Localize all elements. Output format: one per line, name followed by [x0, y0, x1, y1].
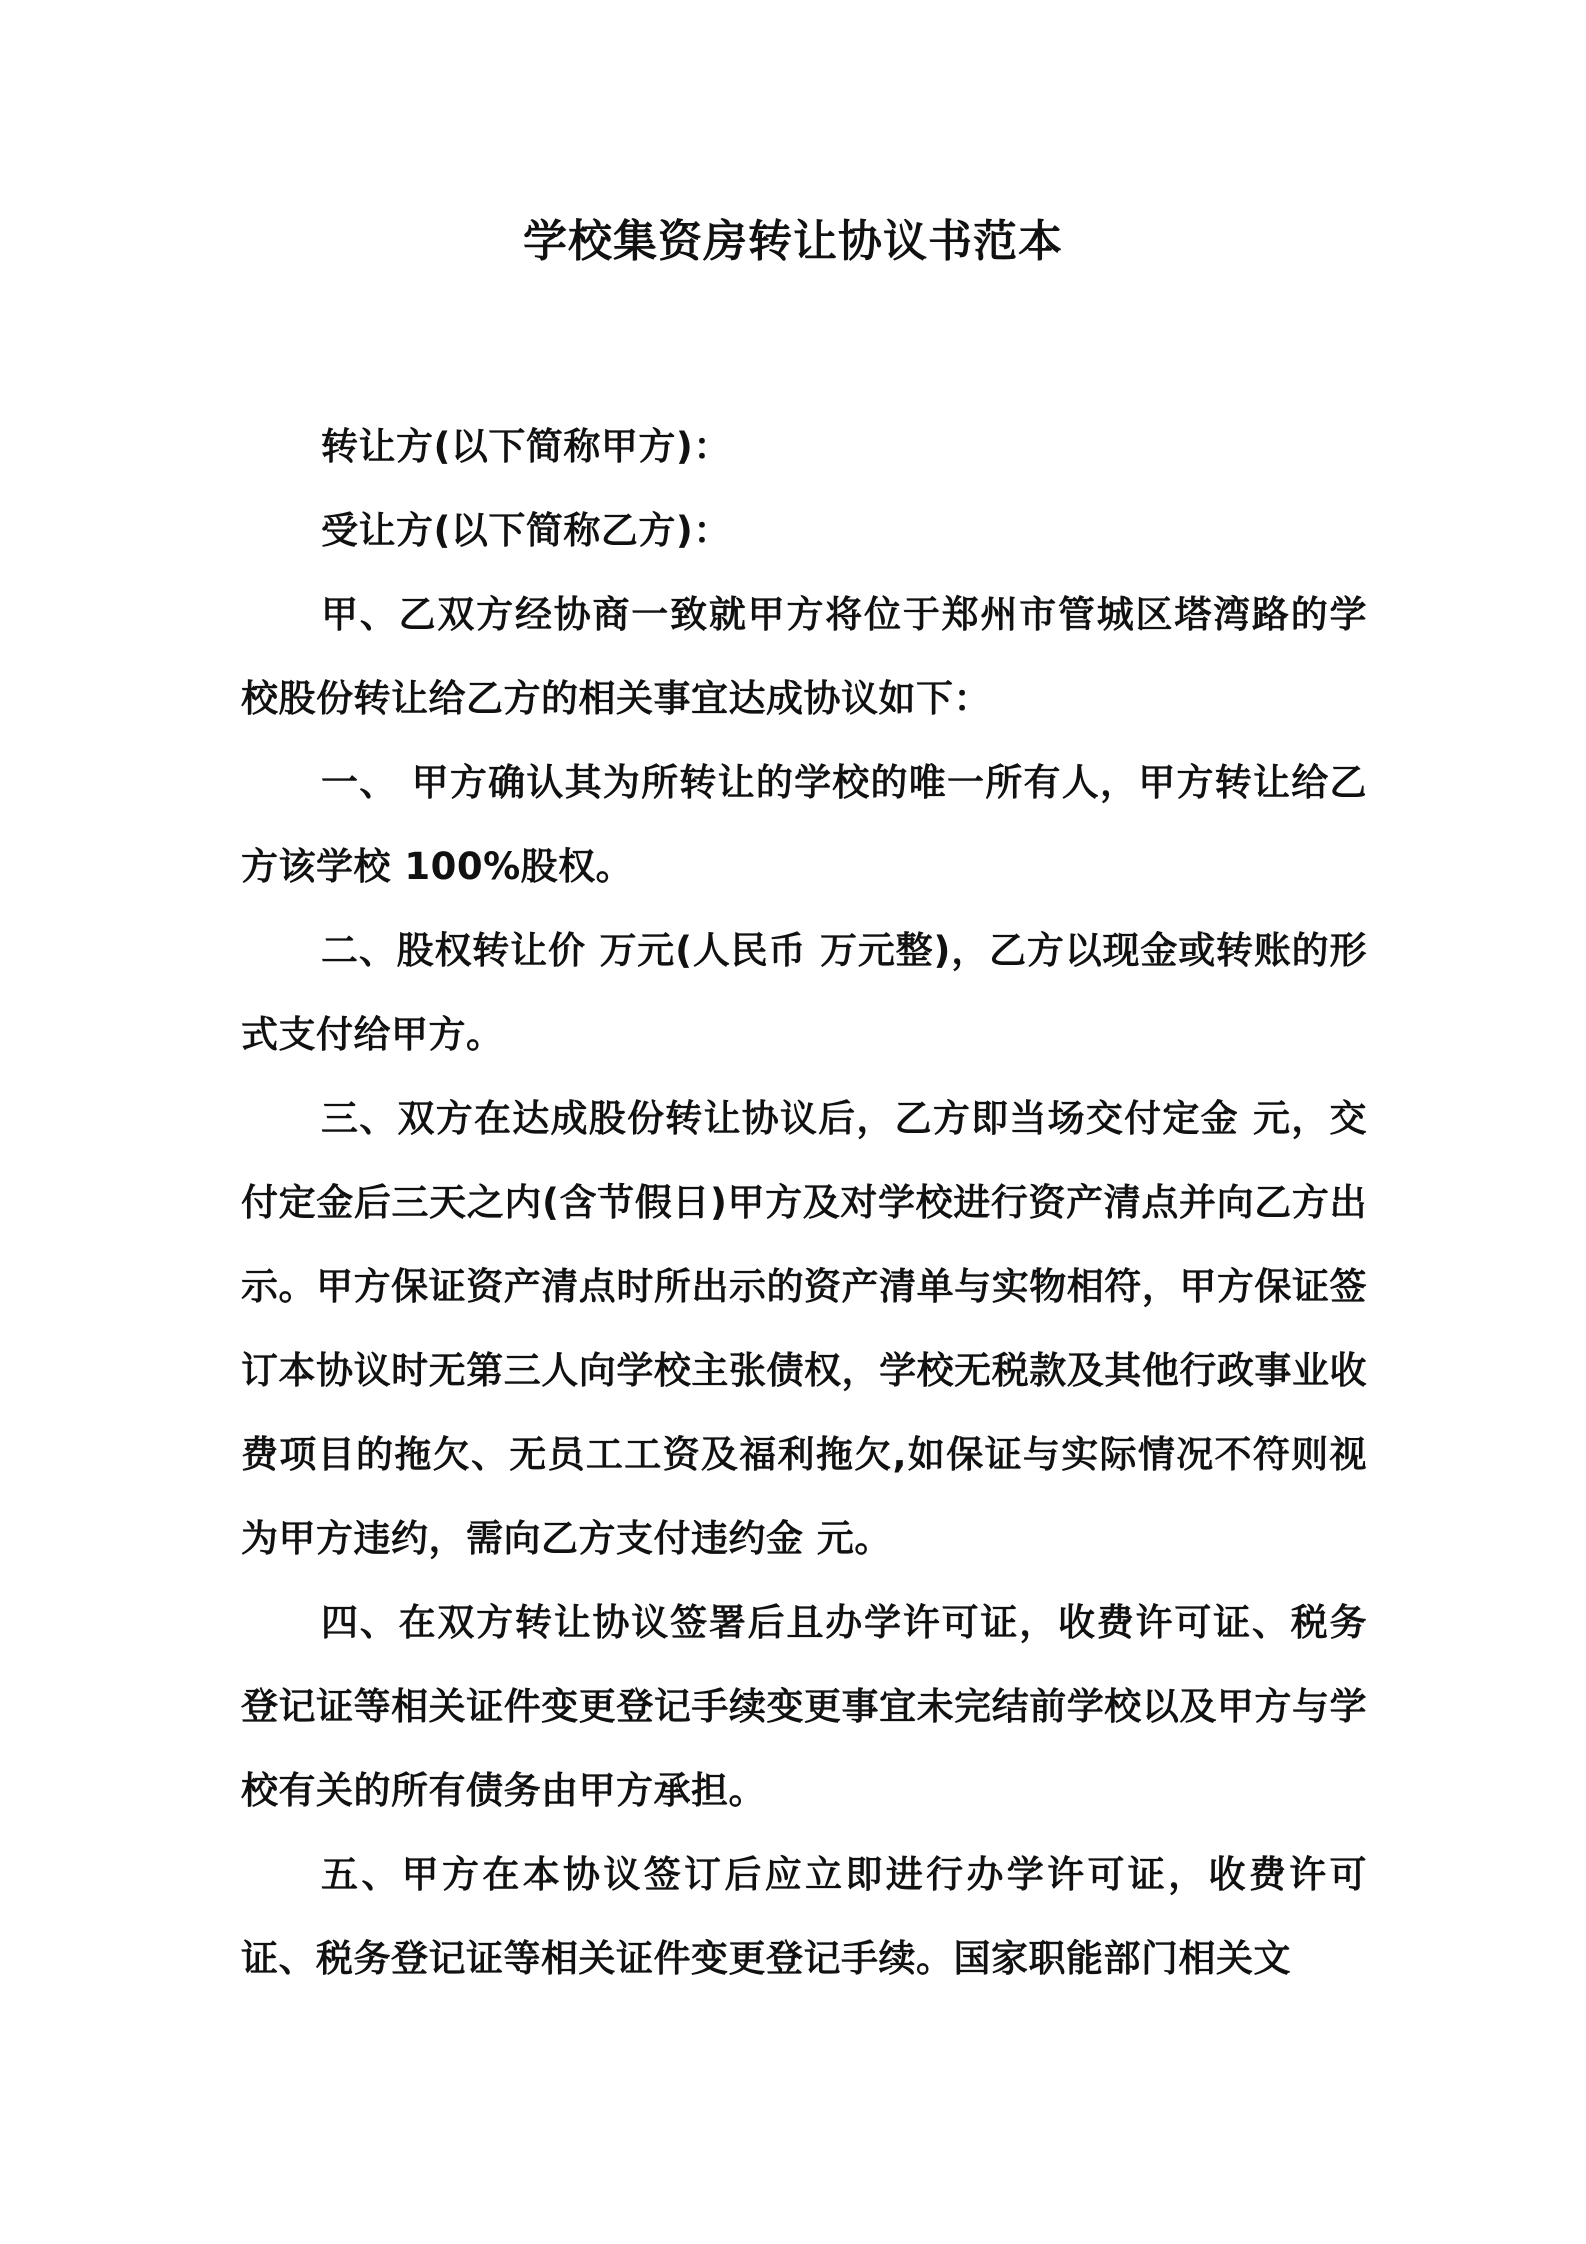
- clause-1: 一、 甲方确认其为所转让的学校的唯一所有人，甲方转让给乙方该学校 100%股权。: [241, 761, 1367, 888]
- document-body: [241, 405, 1367, 2001]
- clause-5: 五、甲方在本协议签订后应立即进行办学许可证，收费许可证、税务登记证等相关证件变更登记手续。国家职能部门相关文: [241, 1853, 1367, 1980]
- clause-3: 三、双方在达成股份转让协议后，乙方即当场交付定金 元，交付定金后三天之内(含节假日)甲方及对学校进行资产清点并向乙方出示。甲方保证资产清点时所出示的资产清单与实物相符，甲方保证签订本协议时无第三人向学校主张债权，学校无税款及其他行政事业收费项目的拖欠、无员工工资及福利拖欠,如保证与实际情况不符则视为甲方违约，需向乙方支付违约金 元。: [241, 1097, 1367, 1560]
- party-a-line: 转让方(以下简称甲方)：: [321, 425, 731, 468]
- clause-4: 四、在双方转让协议签署后且办学许可证，收费许可证、税务登记证等相关证件变更登记手续变更事宜未完结前学校以及甲方与学校有关的所有债务由甲方承担。: [241, 1601, 1367, 1812]
- party-b-line: 受让方(以下简称乙方)：: [321, 509, 731, 552]
- clause-2: 二、股权转让价 万元(人民币 万元整)，乙方以现金或转账的形式支付给甲方。: [241, 929, 1367, 1056]
- document-title: 学校集资房转让协议书范本: [523, 216, 1063, 267]
- preamble-paragraph: 甲、乙双方经协商一致就甲方将位于郑州市管城区塔湾路的学校股份转让给乙方的相关事宜达成协议如下：: [241, 593, 1367, 720]
